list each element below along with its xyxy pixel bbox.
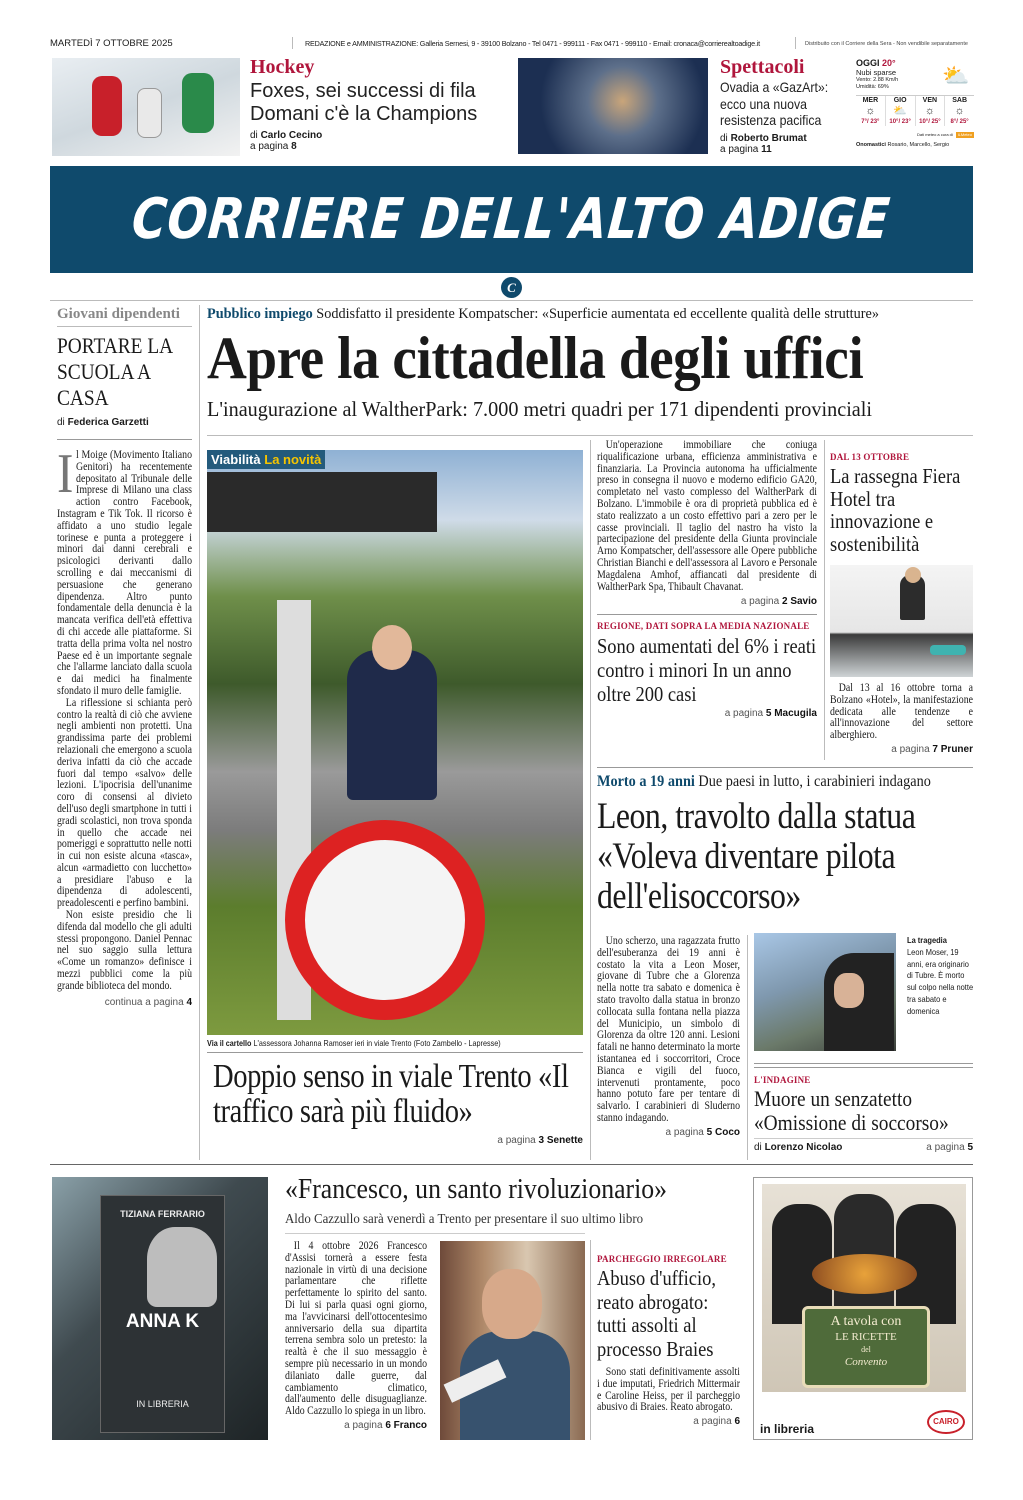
cloud-sun-icon: ⛅ [942,63,970,88]
cookbook-title: del [861,1345,871,1354]
lead-kicker-line [207,306,973,323]
page-number: 6 [385,1419,391,1431]
francesco-subtitle: Aldo Cazzullo sarà venerdì a Trento per presentare il suo ultimo libro [285,1212,644,1227]
onomastici-label: Onomastici [856,142,886,148]
hotel-kicker: DAL 13 OTTOBRE [830,452,910,462]
page-number: 4 [186,996,192,1008]
by-prefix: di [754,1142,762,1153]
hotel-column [830,452,973,756]
parking-headline[interactable]: Abuso d'ufficio, reato abrogato: tutti assolti al processo Braies [597,1266,716,1361]
leon-body-column [597,936,740,1139]
page-prefix: a pagina [891,743,930,755]
person [347,650,437,800]
sun-icon: ☼ [954,105,965,117]
paragraph: Il 4 ottobre 2026 Francesco d'Assisi tornerà a essere festa nazionale in virtù di una decisione parlamentare che riflette perfettamente lo spirito del santo. Di lui si parla quasi ogni giorno, ma l'avvicinarsi dell'ottocentesimo anniversario della sua dipartita terrena sembra solo un pretesto: la realtà è che il suo messaggio è sempre più necessario in un mondo dilaniato dalle guerre, dal cambiamento climatico, dall'aumento delle disuguaglianze. Aldo Cazzullo lo spiega in un libro. [285,1240,427,1418]
page-prefix: a pagina [344,1419,383,1431]
page-number: 5 [967,1142,973,1153]
leon-photo [754,933,896,1051]
lead-headline[interactable]: Apre la cittadella degli uffici [207,325,864,391]
page-number: 5 [706,1126,713,1138]
article-author: Pruner [940,743,973,755]
article-author: Macugila [774,708,817,720]
forecast-day: MER [862,97,879,104]
forecast-day: GIO [893,97,907,104]
cookbook-title: LE RICETTE [835,1331,897,1343]
meteo-note: Dati meteo a cura di [916,132,953,137]
fruit-basket [812,1254,917,1294]
hotel-photo [830,565,973,677]
photo-story-text [207,1052,583,1147]
forecast-temps: 10°/ 25° [919,119,941,125]
leon-kicker: Morto a 19 anni [597,773,695,790]
editorial-address: REDAZIONE e AMMINISTRAZIONE: Galleria Sernesi, 9 - 39100 Bolzano - Tel 0471 - 999111 - Fax 0471 - 999110 - Email: cronaca@corrierealtoadige.it [305,39,760,48]
photo-story-headline[interactable]: Doppio senso in viale Trento «Il traffico sarà più fluido» [213,1058,569,1130]
masthead-title: CORRIERE DELL'ALTO ADIGE [129,187,894,252]
edition-date: MARTEDÌ 7 OTTOBRE 2025 [50,38,173,49]
book-tagline: IN LIBRERIA [136,1399,189,1409]
forecast-day: SAB [952,97,968,104]
photo-sublabel: La novità [264,452,322,467]
page-prefix: a pagina [497,1135,536,1146]
page-prefix: a pagina [665,1126,704,1138]
publisher-logo: CAIRO [927,1410,965,1434]
forecast-temps: 8°/ 25° [950,119,969,125]
editorial-author: Federica Garzetti [67,417,149,428]
page-prefix: a pagina [250,141,289,152]
crimes-headline[interactable]: Sono aumentati del 6% i reati contro i minori In un anno oltre 200 casi [597,634,817,707]
page-prefix: a pagina [926,1142,965,1153]
paragraph: Dal 13 al 16 ottobre torna a Bolzano «Hotel», la manifestazione dedicata alle tendenze e all'innovazione del settore alberghiero. [830,682,973,742]
today-temp: 20° [882,58,896,68]
by-prefix: di [250,130,258,141]
meteo-brand: iLMeteo [957,132,972,137]
cloud-sun-icon: ⛅ [893,105,907,117]
page-number: 6 [734,1416,740,1428]
editorial-column [57,305,192,1009]
lead-kicker-text: Soddisfatto il presidente Kompatscher: «Superficie aumentata ed eccellente qualità delle strutture» [316,306,879,322]
francesco-body-column [285,1241,427,1432]
leon-kicker-text: Due paesi in lutto, i carabinieri indagano [698,773,931,790]
masthead [50,166,973,273]
page-number: 8 [291,141,297,152]
cookbook-title-panel [802,1306,930,1388]
caption-title: Via il cartello [207,1038,252,1048]
book-author: TIZIANA FERRARIO [120,1209,205,1219]
parking-body [597,1367,740,1414]
forecast-temps: 10°/ 23° [889,119,911,125]
francesco-body [285,1241,427,1418]
book-ad[interactable] [52,1177,268,1440]
humidity: Umidità: 69% [856,84,889,90]
teaser-title: Foxes, sei successi di fila Domani c'è la Champions [250,80,478,125]
spettacoli-photo [518,58,708,154]
lead-kicker: Pubblico impiego [207,306,313,322]
no-entry-sign [285,820,485,1020]
teaser-spettacoli[interactable] [720,56,850,155]
lead-subtitle: L'inaugurazione al WaltherPark: 7.000 metri quadri per 171 dipendenti provinciali [207,397,873,421]
distribution-note: Distribuito con il Corriere della Sera - Non vendibile separatamente [805,41,968,47]
teaser-section: Hockey [250,56,315,78]
person-head [372,625,412,670]
cookbook-title: Convento [844,1356,888,1368]
weather-condition: Nubi sparse [856,68,897,77]
francesco-headline[interactable]: «Francesco, un santo rivoluzionario» [285,1174,668,1205]
parking-column [597,1254,740,1428]
leon-caption [907,935,974,1018]
wind: Vento: 2.88 Km/h [856,77,899,83]
paragraph: La riflessione si schianta però contro la realtà di ciò che avviene negli ambienti non protetti. Una grandissima parte dei problemi relazionali che emergono a scuola deriva infatti da ciò che accade fuori dal tempo «salvo» delle lezioni. L'ipocrisia dell'unanime coro di consensi al divieto dell'uso degli smartphone in tutti i gradi scolastici, non trova sponda in quello che accade nei pomeriggi e soprattutto nelle notti in cui non esiste alcuna «tasca», alcun «armadietto con lucchetto» a presidiare l'abuso e la dipendenza di adolescenti, preadolescenti e perfino bambini. [57,696,192,910]
corriere-logo-icon: C [501,277,522,298]
editorial-title: PORTARE LA SCUOLA A CASA [57,333,173,410]
teaser-hockey[interactable] [250,56,505,152]
hockey-photo [52,58,240,156]
leon-body [597,936,740,1125]
photo-caption [207,1038,583,1048]
cookbook-ad[interactable] [753,1177,973,1440]
forecast-day: VEN [922,97,938,104]
traffic-display [207,472,437,532]
article-author: Coco [715,1126,740,1138]
continue-text: continua a pagina [104,996,184,1008]
page-prefix: a pagina [693,1416,732,1428]
caption-text: L'assessora Johanna Ramoser ieri in viale Trento (Foto Zambello - Lapresse) [253,1038,501,1048]
paragraph: Non esiste presidio che li difenda dal modello che gli adulti stessi propongono. Daniel Pennac nel suo saggio sulla lettura «Come un romanzo» definisce i mezzi pubblici come la più grande biblioteca del mondo. [57,909,192,992]
cookbook-cover [762,1184,966,1392]
page-number: 7 [932,743,938,755]
parking-kicker: PARCHEGGIO IRREGOLARE [597,1254,727,1264]
hotel-headline[interactable]: La rassegna Fiera Hotel tra innovazione e sostenibilità [830,464,961,556]
article-author: Senette [546,1135,583,1146]
homeless-column [754,1075,973,1154]
sun-icon: ☼ [924,105,935,117]
cazzullo-photo [440,1241,585,1440]
caption-text: Leon Moser, 19 anni, era originario di Tubre. È morto sul colpo nella notte tra sabato e domenica [907,946,974,1016]
leon-kicker-line [597,773,931,791]
hotel-body [830,683,973,742]
page-number: 3 [538,1135,545,1146]
by-prefix: di [720,132,728,144]
teaser-author: Carlo Cecino [260,130,323,141]
photo-label: Viabilità [211,452,261,467]
continue-link[interactable] [57,997,192,1009]
article-author: Savio [790,596,817,608]
page-number: 5 [765,708,772,720]
page-prefix: a pagina [720,143,759,155]
teaser-title: Ovadia a «GazArt»: ecco una nuova resistenza pacifica [720,79,829,128]
teaser-author: Roberto Brumat [730,132,807,144]
paragraph: l Moige (Movimento Italiano Genitori) ha recentemente depositato al Tribunale delle Imprese di Milano una class action contro Facebook, Instagram e Tik Tok. Il ricorso è affidato a uno studio legale torinese e punta a proteggere i minori dai danni cerebrali e psicologici derivanti dallo scrolling e dai meccanismi di persuasione che generano dipendenza. Altro punto fondamentale della denuncia è la mancata verifica dell'età effettiva di chi accede alle piattaforme. Si tratta della prima volta nel nostro Paese ed è un importante segnale che l'allarme lanciato dalla scuola e dai medici ha finalmente sfondato il muro delle famiglie. [57,449,192,697]
paragraph: Un'operazione immobiliare che coniuga riqualificazione urbana, efficienza amministrativa e finanziaria. La Provincia autonoma ha ufficialmente preso in consegna il nuovo e moderno edificio GA20, completato nel vasto complesso del WaltherPark di Bolzano. L'immobile è ora di proprietà pubblica ed è stato realizzato a un costo effettivo pari a zero per le casse provinciali. Il taglio del nastro ha visto la partecipazione del presidente della Giunta provinciale Arno Kompatscher, dell'assessore alle Opere pubbliche Christian Bianchi e dell'assessora al Lavoro e Personale Magdalena Amhof, affiancati dal presidente di WaltherPark Spa, Thibault Chavanat. [597,439,817,593]
weather-box [856,58,974,156]
page-number: 11 [761,143,772,155]
by-prefix: di [57,417,65,428]
paragraph: Sono stati definitivamente assolti i due imputati, Friedrich Mittermair e Caroline Heiss, per il parcheggio abusivo di Braies. Reato abrogato. [597,1366,740,1414]
leon-headline[interactable]: Leon, travolto dalla statua «Voleva diventare pilota dell'elisoccorso» [597,796,916,917]
onomastici: Rosario, Marcello, Sergio [887,142,950,148]
cookbook-tagline: in libreria [760,1422,815,1436]
author-portrait [147,1227,217,1307]
road-sign-photo [207,450,583,1035]
cookbook-title: A tavola con [830,1314,902,1329]
homeless-kicker: L'INDAGINE [754,1075,811,1085]
page-prefix: a pagina [740,596,780,608]
crimes-kicker: REGIONE, DATI SOPRA LA MEDIA NAZIONALE [597,621,810,632]
teaser-section: Spettacoli [720,56,805,78]
lead-body [597,440,817,593]
forecast-temps: 7°/ 23° [861,119,880,125]
page-number: 2 [781,596,788,608]
article-author: Lorenzo Nicolao [764,1142,843,1153]
article-author: Franco [393,1419,427,1431]
page-prefix: a pagina [724,708,764,720]
editorial-body [57,443,192,993]
editorial-kicker: Giovani dipendenti [57,305,192,327]
homeless-headline[interactable]: Muore un senzatetto «Omissione di soccorso» [754,1086,949,1135]
paragraph: Uno scherzo, una ragazzata frutto dell'esuberanza dei 19 anni è costato la vita a Leon Moser, giovane di Tubre che a Glorenza nella notte tra sabato e domenica è stato travolto dalla statua in bronzo collocata sulla fontana nella piazza del Municipio, un simbolo di Glorenza da oltre 120 anni. Lesioni fatali ne hanno determinato la morte istantanea ed i soccorritori, Croce Bianca e vigili del fuoco, intervenuti prontamente, poco hanno potuto fare per tentare di salvarlo. I carabinieri di Sluderno stanno indagando. [597,935,740,1124]
drop-cap: I [57,443,74,505]
sun-icon: ☼ [865,105,876,117]
book-title: ANNA K [125,1311,200,1332]
lead-body-column [597,440,817,720]
caption-title: La tragedia [907,935,947,945]
today-label: OGGI [856,58,880,68]
